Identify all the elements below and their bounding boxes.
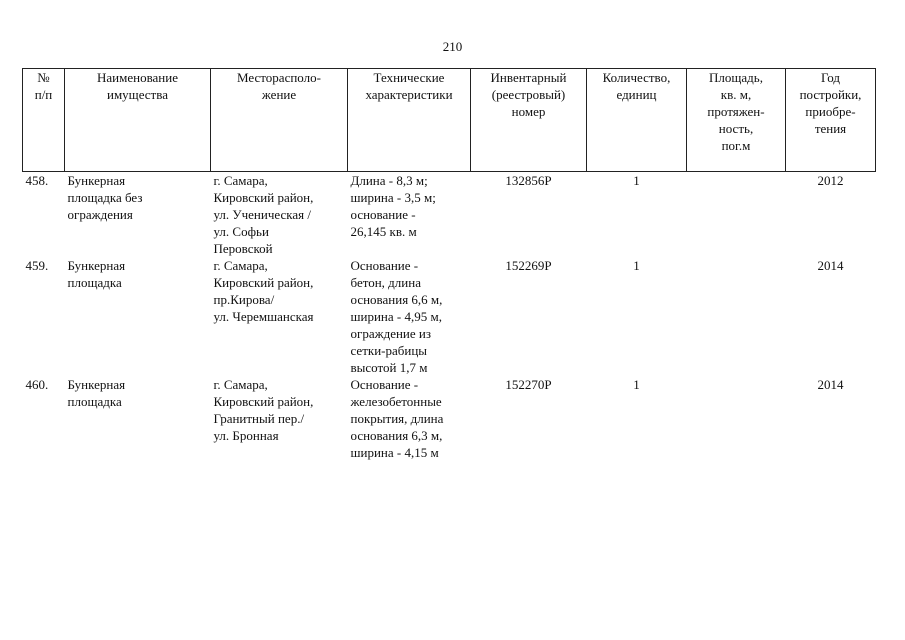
cell-text: Основание - [350,258,419,273]
cell-year: 2014 [817,377,844,392]
cell-text: Гранитный пер./ [213,411,305,426]
header-text: единиц [616,87,657,102]
table-row [23,376,876,461]
header-text: Количество, [602,70,671,85]
cell-name [65,376,211,461]
header-number [23,69,65,172]
cell-text: Основание - [350,377,419,392]
cell-text: площадка без [67,190,143,205]
cell-text: г. Самара, [213,258,268,273]
cell-text: ограждение из [350,326,431,341]
cell-text: ул. Софьи [213,224,269,239]
cell-number: 460. [25,377,49,392]
cell-location [211,257,348,376]
cell-text: высотой 1,7 м [350,360,428,375]
cell-text: Бункерная [67,377,126,392]
cell-text: пр.Кирова/ [213,292,275,307]
header-text: Технические [373,70,445,85]
cell-quantity: 1 [633,173,640,188]
cell-specs [348,257,471,376]
header-text: Год [820,70,841,85]
page-number: 210 [442,39,463,54]
cell-text: ограждения [67,207,133,222]
cell-name [65,257,211,376]
cell-text: железобетонные [350,394,442,409]
header-year [786,69,876,172]
header-location [211,69,348,172]
header-text: Площадь, [709,70,763,85]
header-text: ность, [718,121,754,136]
cell-text: ширина - 4,95 м, [350,309,442,324]
header-text: протяжен- [707,104,765,119]
header-name [65,69,211,172]
header-text: Месторасполо- [237,70,321,85]
header-quantity [587,69,687,172]
cell-text: Длина - 8,3 м; [350,173,428,188]
header-text: (реестровый) [491,87,566,102]
header-inventory [471,69,587,172]
cell-specs [348,172,471,258]
cell-year: 2014 [817,258,844,273]
cell-text: ширина - 4,15 м [350,445,439,460]
header-text: приобре- [805,104,856,119]
cell-text: г. Самара, [213,173,268,188]
header-text: № [37,70,50,85]
cell-text: основания 6,3 м, [350,428,443,443]
cell-text: Кировский район, [213,394,314,409]
header-text: тения [814,121,847,136]
header-row [23,69,876,172]
header-text: номер [511,104,546,119]
table-row [23,257,876,376]
cell-text: Кировский район, [213,275,314,290]
header-text: имущества [107,87,168,102]
cell-text: Перовской [213,241,273,256]
cell-area [687,257,786,376]
header-text: Инвентарный [490,70,567,85]
cell-quantity: 1 [633,258,640,273]
cell-text: ул. Бронная [213,428,279,443]
property-registry-table [22,68,876,461]
cell-text: бетон, длина [350,275,421,290]
cell-text: ул. Черемшанская [213,309,314,324]
cell-text: ул. Ученическая / [213,207,311,222]
header-text: п/п [34,87,53,102]
cell-text: Бункерная [67,173,126,188]
cell-quantity: 1 [633,377,640,392]
cell-text: ширина - 3,5 м; [350,190,436,205]
cell-text: сетки-рабицы [350,343,428,358]
cell-year: 2012 [817,173,844,188]
table-body [23,172,876,462]
cell-text: площадка [67,394,122,409]
header-text: кв. м, [720,87,752,102]
header-text: постройки, [799,87,862,102]
cell-text: Кировский район, [213,190,314,205]
cell-area [687,376,786,461]
cell-text: площадка [67,275,122,290]
cell-location [211,172,348,258]
cell-text: г. Самара, [213,377,268,392]
cell-text: покрытия, длина [350,411,444,426]
cell-text: основание - [350,207,416,222]
cell-area [687,172,786,258]
table-row [23,172,876,258]
cell-name [65,172,211,258]
cell-inventory: 132856Р [505,173,552,188]
cell-text: основания 6,6 м, [350,292,443,307]
header-text: Наименование [97,70,178,85]
cell-inventory: 152270Р [505,377,552,392]
cell-number: 458. [25,173,49,188]
cell-specs [348,376,471,461]
header-area [687,69,786,172]
header-specs [348,69,471,172]
header-text: характеристики [365,87,453,102]
cell-number: 459. [25,258,49,273]
header-text: жение [261,87,297,102]
cell-inventory: 152269Р [505,258,552,273]
header-text: пог.м [721,138,751,153]
cell-text: 26,145 кв. м [350,224,417,239]
cell-text: Бункерная [67,258,126,273]
cell-location [211,376,348,461]
table-header [23,69,876,172]
